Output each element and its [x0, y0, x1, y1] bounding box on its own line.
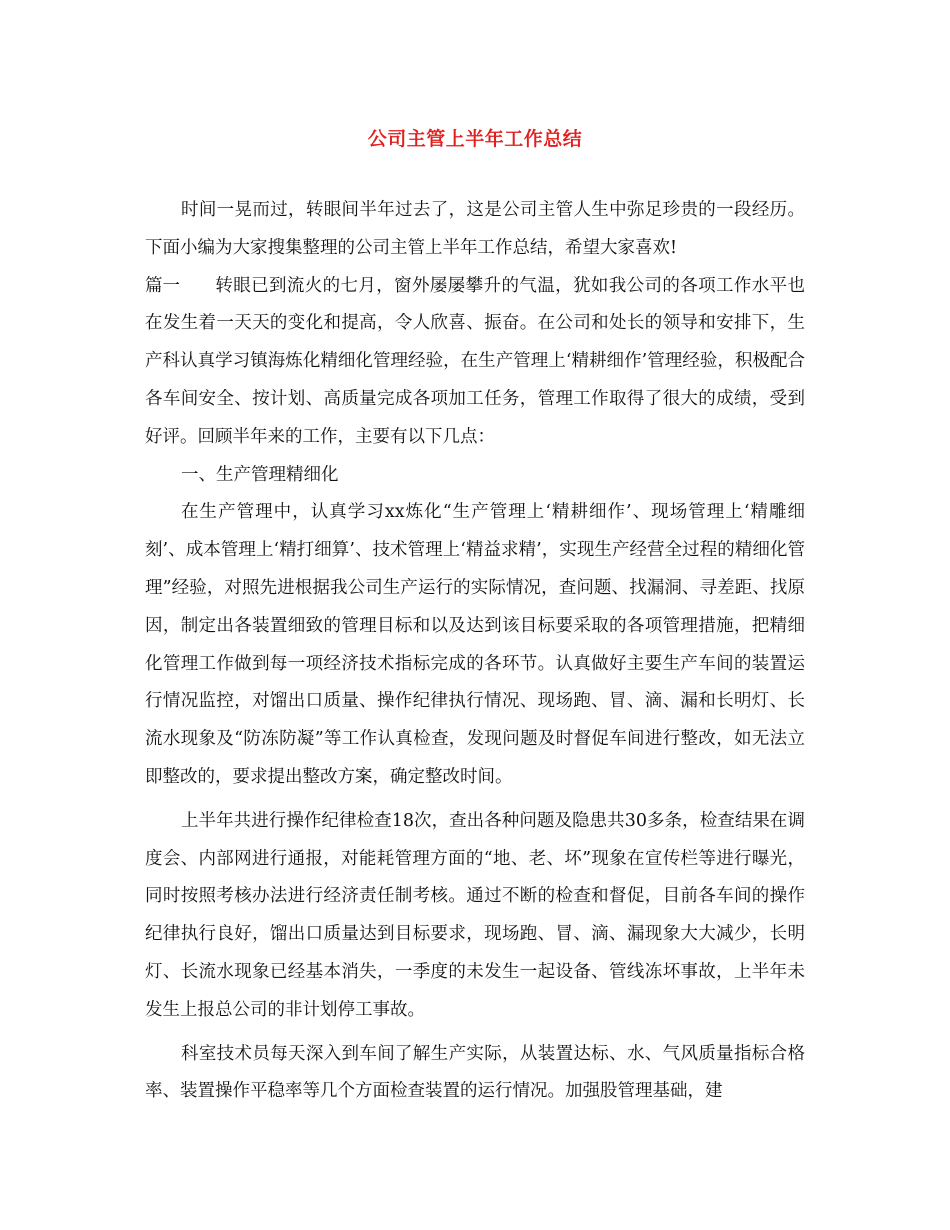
section-heading: 一、生产管理精细化 — [181, 464, 339, 485]
part-intro-text: 转眼已到流火的七月，窗外屡屡攀升的气温，犹如我公司的各项工作水平也在发生着一天天的变化和提高，令人欣喜、振奋。在公司和处长的领导和安排下，生产科认真学习镇海炼化精细化管理经验，在生产管理上‘精耕细作’管理经验，积极配合各车间安全、按计划、高质量完成各项加工任务，管理工作取得了很大的成绩，受到好评。回顾半年来的工作，主要有以下几点： — [145, 275, 805, 447]
document-title: 公司主管上半年工作总结 — [367, 128, 583, 150]
body-paragraph-2: 上半年共进行操作纪律检查18次，查出各种问题及隐患共30多条，检查结果在调度会、内部网进行通报，对能耗管理方面的“地、老、坏”现象在宣传栏等进行曝光，同时按照考核办法进行经济责任制考核。通过不断的检查和督促，目前各车间的操作纪律执行良好，馏出口质量达到目标要求，现场跑、冒、滴、漏现象大大减少，长明灯、长流水现象已经基本消失，一季度的未发生一起设备、管线冻坏事故，上半年未发生上报总公司的非计划停工事故。 — [145, 810, 805, 1020]
part-label: 篇一 — [145, 275, 180, 296]
intro-paragraph: 时间一晃而过，转眼间半年过去了，这是公司主管人生中弥足珍贵的一段经历。下面小编为大家搜集整理的公司主管上半年工作总结，希望大家喜欢! — [145, 200, 805, 258]
body-paragraph-3: 科室技术员每天深入到车间了解生产实际，从装置达标、水、气风质量指标合格率、装置操作平稳率等几个方面检查装置的运行情况。加强股管理基础，建 — [145, 1043, 805, 1102]
body-paragraph-1: 在生产管理中，认真学习xx炼化“生产管理上‘精耕细作’、现场管理上‘精雕细刻’、成本管理上‘精打细算’、技术管理上‘精益求精’，实现生产经营全过程的精细化管理”经验，对照先进根据我公司生产运行的实际情况，查问题、找漏洞、寻差距、找原因，制定出各装置细致的管理目标和以及达到该目标要采取的各项管理措施，把精细化管理工作做到每一项经济技术指标完成的各环节。认真做好主要生产车间的装置运行情况监控，对馏出口质量、操作纪律执行情况、现场跑、冒、滴、漏和长明灯、长流水现象及“防冻防凝”等工作认真检查，发现问题及时督促车间进行整改，如无法立即整改的，要求提出整改方案，确定整改时间。 — [145, 502, 805, 787]
document-body — [145, 192, 805, 1111]
part-one-paragraph — [145, 268, 805, 457]
